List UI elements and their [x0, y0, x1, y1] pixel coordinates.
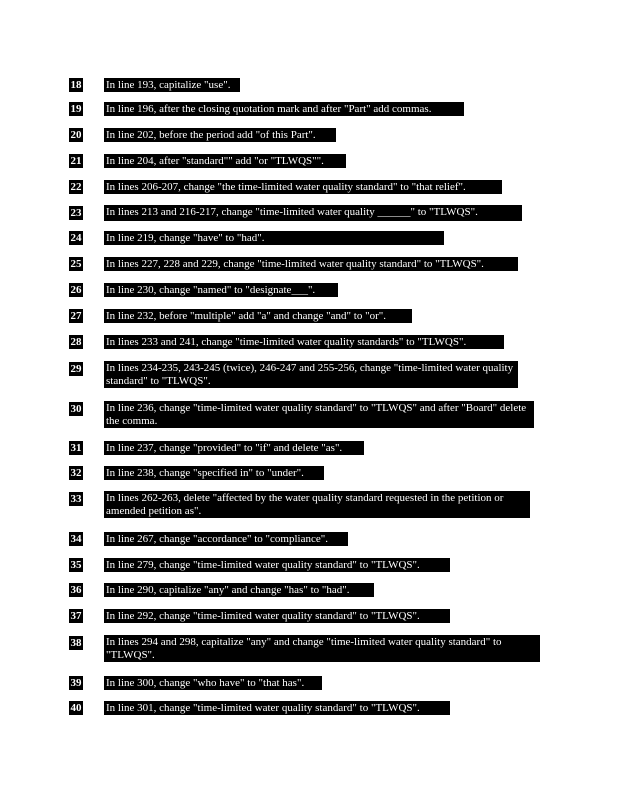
amendment-number: 38 — [70, 637, 82, 649]
amendment-text: In line 236, change "time-limited water quality standard" to "TLWQS" and after "Board" delete the comma. — [104, 401, 534, 428]
amendment-text: In lines 227, 228 and 229, change "time-limited water quality standard" to "TLWQS". — [104, 257, 518, 271]
amendment-text: In line 238, change "specified in" to "under". — [104, 466, 324, 480]
amendment-text: In line 219, change "have" to "had". — [104, 231, 444, 245]
amendment-number: 22 — [70, 181, 82, 193]
amendment-number: 23 — [70, 207, 82, 219]
amendment-text: In line 204, after "standard"" add "or "TLWQS"". — [104, 154, 346, 168]
amendment-number: 35 — [70, 559, 82, 571]
amendment-text: In lines 233 and 241, change "time-limited water quality standards" to "TLWQS". — [104, 335, 504, 349]
amendment-text: In line 196, after the closing quotation mark and after "Part" add commas. — [104, 102, 464, 116]
amendment-number: 31 — [70, 442, 82, 454]
amendment-text: In line 267, change "accordance" to "compliance". — [104, 532, 348, 546]
amendment-number: 37 — [70, 610, 82, 622]
amendment-number: 25 — [70, 258, 82, 270]
amendment-number: 19 — [70, 103, 82, 115]
amendment-number: 40 — [70, 702, 82, 714]
amendment-number: 36 — [70, 584, 82, 596]
amendment-number: 28 — [70, 336, 82, 348]
amendment-number: 20 — [70, 129, 82, 141]
amendment-text: In lines 206-207, change "the time-limited water quality standard" to "that relief". — [104, 180, 502, 194]
amendment-text: In line 300, change "who have" to "that has". — [104, 676, 322, 690]
amendment-number: 30 — [70, 403, 82, 415]
amendment-number: 26 — [70, 284, 82, 296]
amendment-text: In line 202, before the period add "of this Part". — [104, 128, 336, 142]
amendment-number: 29 — [70, 363, 82, 375]
amendment-text: In line 290, capitalize "any" and change "has" to "had". — [104, 583, 374, 597]
amendment-text: In lines 234-235, 243-245 (twice), 246-247 and 255-256, change "time-limited water quality standard" to "TLWQS". — [104, 361, 518, 388]
amendment-text: In line 232, before "multiple" add "a" and change "and" to "or". — [104, 309, 412, 323]
amendment-text: In lines 262-263, delete "affected by the water quality standard requested in the petition or amended petition as". — [104, 491, 530, 518]
amendment-number: 18 — [70, 79, 82, 91]
amendment-number: 21 — [70, 155, 82, 167]
amendment-text: In line 279, change "time-limited water quality standard" to "TLWQS". — [104, 558, 450, 572]
amendment-text: In line 193, capitalize "use". — [104, 78, 240, 92]
amendment-text: In line 237, change "provided" to "if" and delete "as". — [104, 441, 364, 455]
amendment-number: 27 — [70, 310, 82, 322]
amendment-text: In line 301, change "time-limited water quality standard" to "TLWQS". — [104, 701, 450, 715]
amendment-text: In line 292, change "time-limited water quality standard" to "TLWQS". — [104, 609, 450, 623]
amendment-number: 24 — [70, 232, 82, 244]
amendment-number: 34 — [70, 533, 82, 545]
amendment-number: 33 — [70, 493, 82, 505]
amendment-text: In lines 294 and 298, capitalize "any" and change "time-limited water quality standard" to "TLWQS". — [104, 635, 540, 662]
amendment-text: In lines 213 and 216-217, change "time-limited water quality ______" to "TLWQS". — [104, 205, 522, 221]
amendment-text: In line 230, change "named" to "designate___". — [104, 283, 338, 297]
amendment-number: 39 — [70, 677, 82, 689]
amendment-number: 32 — [70, 467, 82, 479]
